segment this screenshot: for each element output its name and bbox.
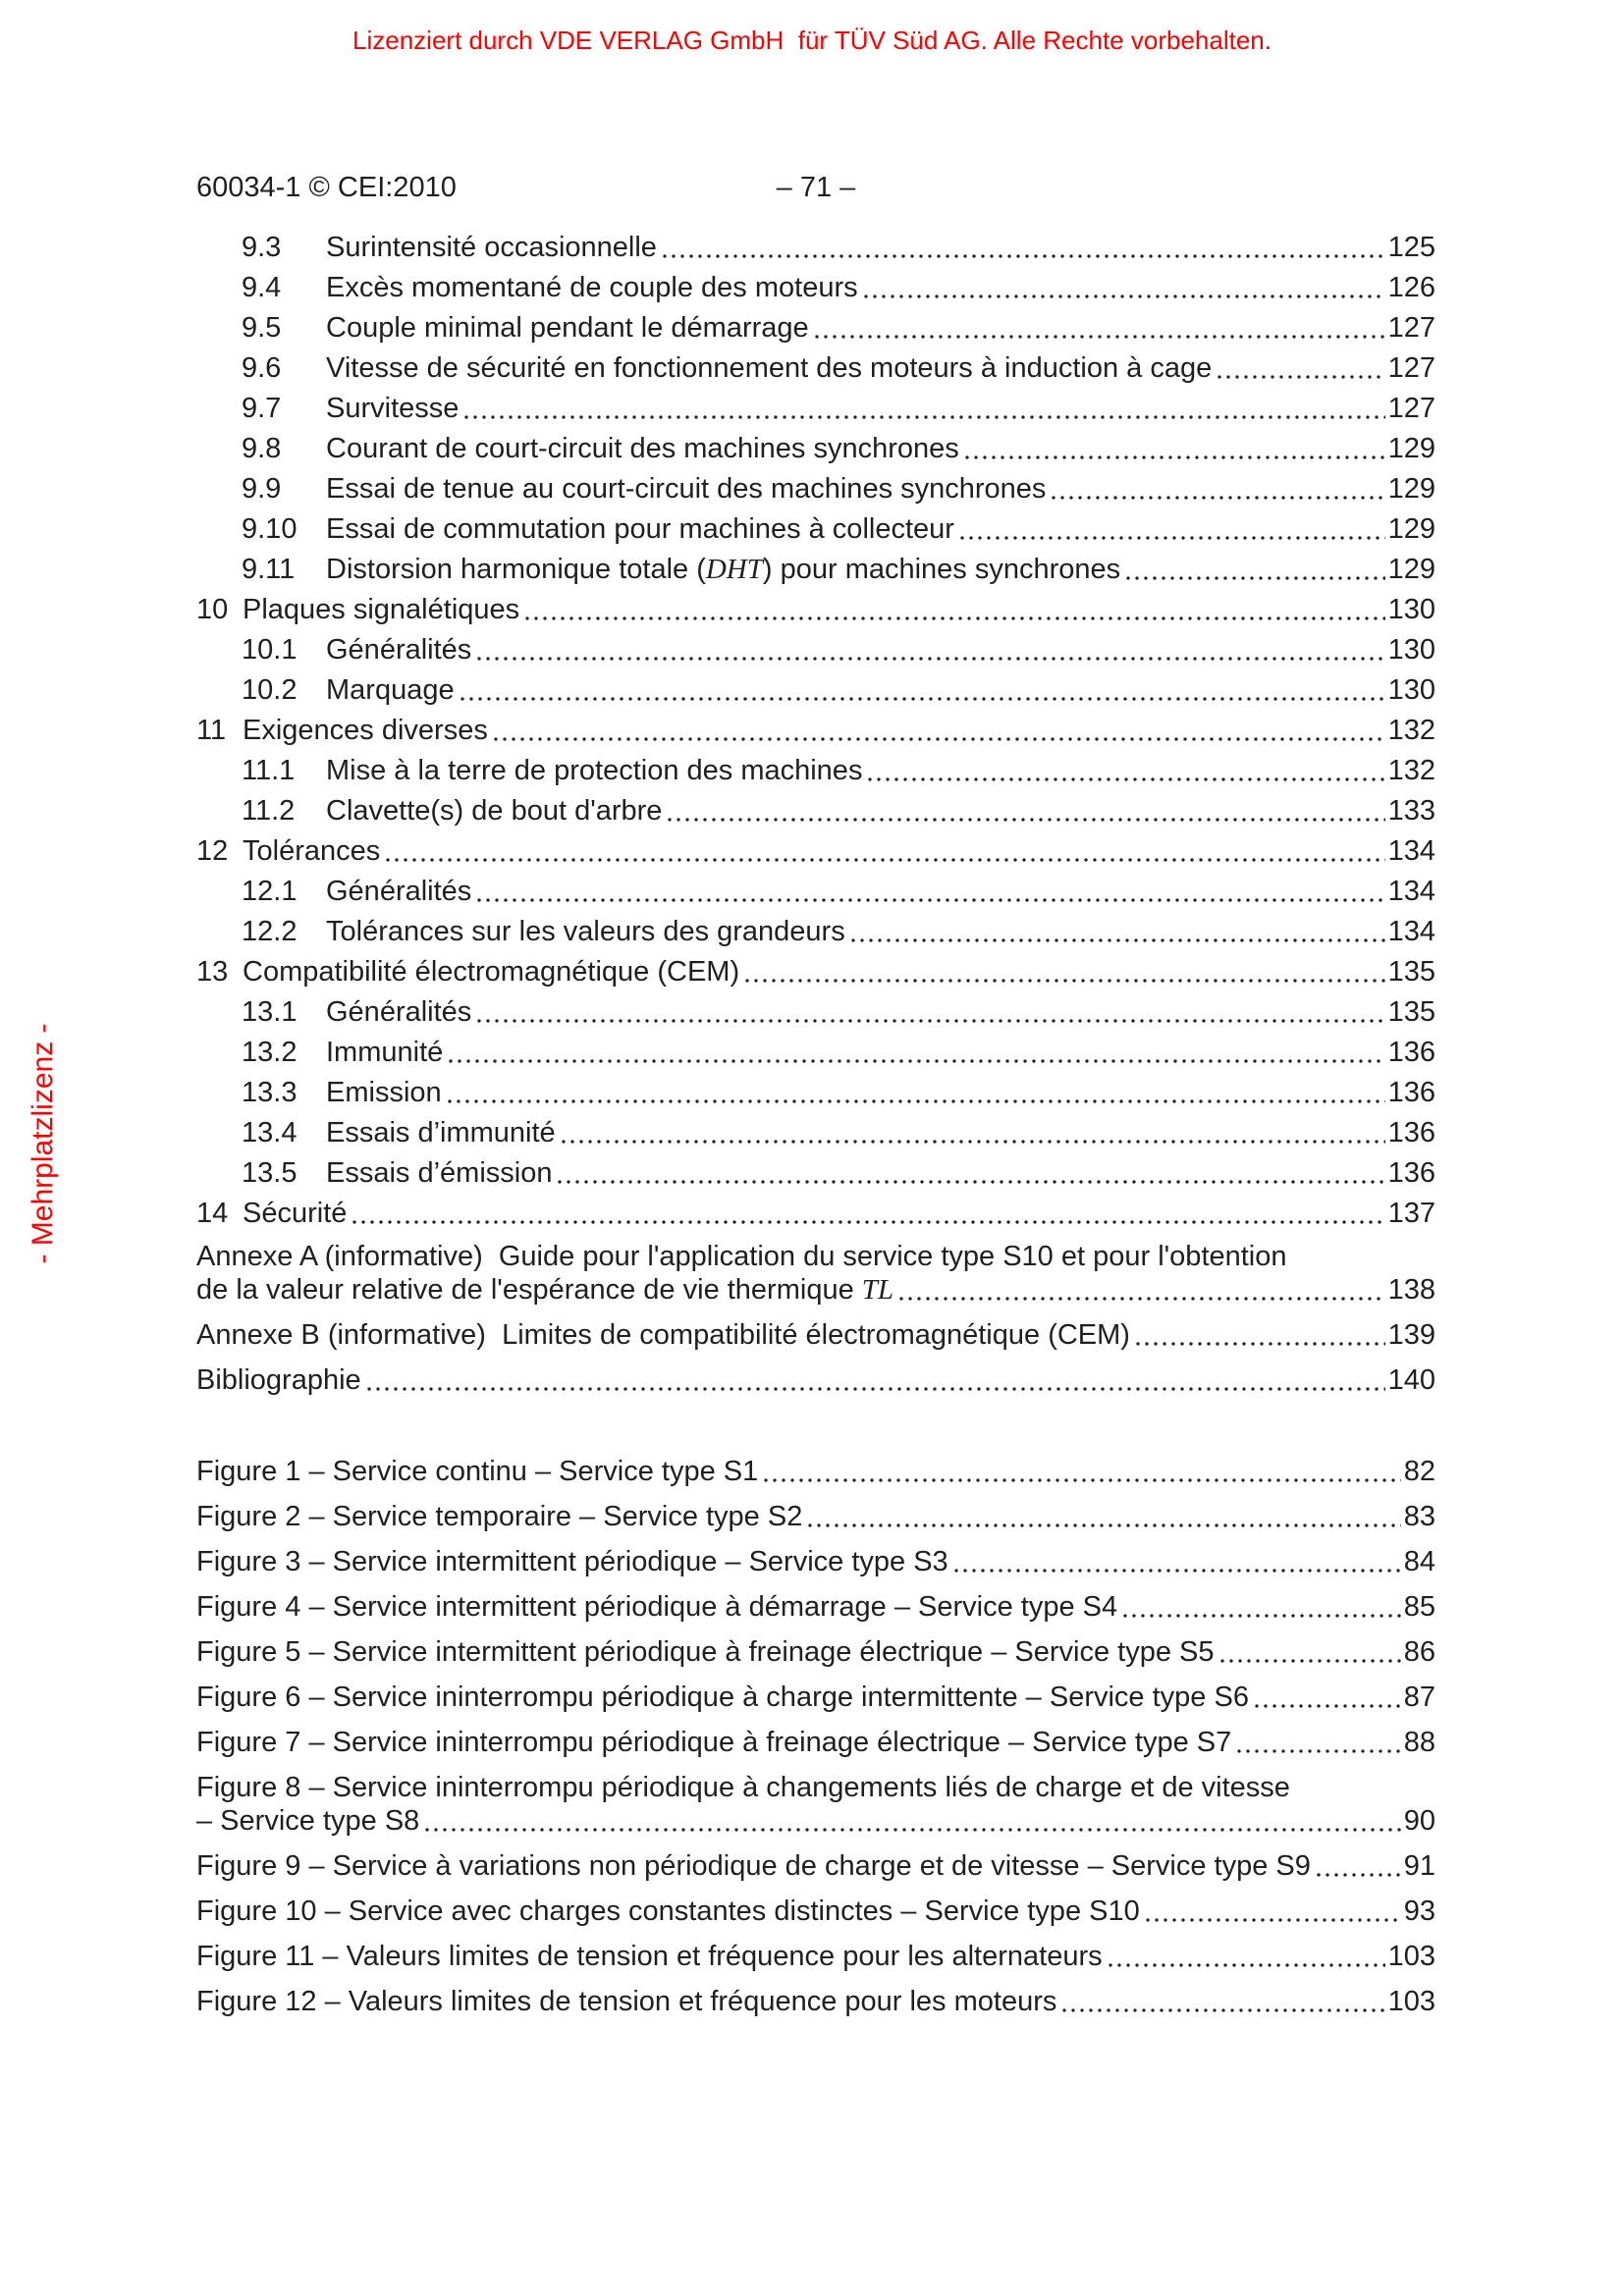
toc-entry-number: 11.1 (242, 755, 296, 786)
toc-entry-line (196, 995, 1435, 1029)
dot-leader (1317, 1849, 1401, 1883)
toc-entry-title: Vitesse de sécurité en fonctionnement des moteurs à induction à cage (326, 352, 1213, 384)
toc-entry-line (196, 834, 1435, 868)
dot-leader (954, 1545, 1401, 1578)
toc-entry-title: Annexe B (informative) Limites de compatibilité électromagnétique (CEM) (196, 1319, 1130, 1351)
toc-entry-page: 85 (1403, 1591, 1435, 1623)
toc-entry-line (196, 1804, 1435, 1838)
toc-entry-line (196, 472, 1435, 506)
toc-entry-wrap-line: Annexe A (informative) Guide pour l'application du service type S10 et pour l'obtention (196, 1241, 1287, 1272)
toc-entry (196, 1726, 1435, 1759)
dot-leader (1146, 1895, 1401, 1928)
toc-entry-number: 13.5 (242, 1157, 298, 1189)
toc-entry-line (196, 231, 1435, 264)
toc-entry-line (196, 553, 1435, 586)
toc-entry-title: Immunité (326, 1037, 444, 1068)
toc-entry-title: Figure 12 – Valeurs limites de tension et fréquence pour les moteurs (196, 1986, 1057, 2017)
toc-entry-title: Figure 11 – Valeurs limites de tension et fréquence pour les alternateurs (196, 1941, 1103, 1972)
toc-entry-page: 93 (1403, 1896, 1435, 1927)
toc-entry-page: 88 (1403, 1727, 1435, 1758)
toc-entry-title: Figure 10 – Service avec charges constantes distinctes – Service type S10 (196, 1896, 1140, 1927)
toc-entry-title: Figure 4 – Service intermittent périodique à démarrage – Service type S4 (196, 1591, 1118, 1623)
toc-entry (196, 633, 1435, 667)
toc-entry-page: 135 (1387, 996, 1435, 1028)
toc-entry (196, 1849, 1435, 1883)
toc-entry-title: Survitesse (326, 393, 460, 424)
toc-entry (196, 512, 1435, 546)
toc-entry-title: Marquage (326, 674, 455, 706)
dot-leader (1136, 1318, 1385, 1352)
toc-entry-title: Tolérances sur les valeurs des grandeurs (326, 916, 845, 947)
toc-entry-page: 129 (1387, 433, 1435, 464)
toc-entry-page: 137 (1387, 1198, 1435, 1229)
dot-leader (464, 392, 1384, 425)
toc-entry (196, 995, 1435, 1029)
toc-entry-page: 126 (1387, 272, 1435, 303)
toc-entry (196, 1635, 1435, 1669)
toc-entry-line (196, 714, 1435, 747)
table-of-contents (196, 231, 1435, 2018)
toc-entry-title-italic: DHT (705, 554, 763, 585)
toc-entry-number: 12.2 (242, 916, 298, 947)
toc-entry (196, 231, 1435, 264)
toc-entry-title: Essai de tenue au court-circuit des machines synchrones (326, 473, 1047, 505)
toc-entry-title: Figure 2 – Service temporaire – Service type S2 (196, 1501, 803, 1532)
toc-entry-line (196, 673, 1435, 707)
dot-leader (868, 754, 1384, 787)
toc-entry-title: Figure 3 – Service intermittent périodique – Service type S3 (196, 1546, 948, 1577)
toc-entry (196, 593, 1435, 626)
toc-entry-title: Figure 1 – Service continu – Service type S1 (196, 1456, 759, 1487)
toc-entry (196, 351, 1435, 385)
dot-leader (668, 794, 1384, 828)
toc-entry-line (196, 1273, 1435, 1307)
dot-leader (352, 1197, 1384, 1230)
toc-entry-line (196, 271, 1435, 304)
toc-entry-page: 103 (1387, 1986, 1435, 2017)
toc-entry-line (196, 1545, 1435, 1578)
license-watermark: - Mehrplatzlizenz - (27, 1023, 59, 1264)
toc-entry-number: 13 (196, 956, 229, 988)
toc-entry-page: 127 (1387, 352, 1435, 384)
dot-leader (558, 1156, 1384, 1190)
toc-entry (196, 1076, 1435, 1109)
toc-entry-line (196, 512, 1435, 546)
toc-entry (196, 875, 1435, 908)
toc-entry-number: 9.6 (242, 352, 282, 384)
dot-leader (815, 311, 1385, 345)
toc-entry-page: 129 (1387, 473, 1435, 505)
toc-entry-title: Plaques signalétiques (243, 594, 520, 625)
page-number: – 71 – (776, 172, 856, 203)
toc-annexes (196, 1240, 1435, 1397)
toc-entry (196, 1940, 1435, 1973)
dot-leader (477, 875, 1384, 908)
toc-entry-title: Exigences diverses (243, 715, 488, 746)
toc-entry-page: 84 (1403, 1546, 1435, 1577)
toc-entry-page: 138 (1387, 1274, 1435, 1306)
toc-entry-page: 90 (1403, 1805, 1435, 1837)
toc-entry-line (196, 1156, 1435, 1190)
toc-entry-page: 127 (1387, 393, 1435, 424)
toc-entry-number: 9.5 (242, 312, 282, 344)
toc-entry-title: Figure 6 – Service ininterrompu périodique à charge intermittente – Service type S6 (196, 1682, 1249, 1713)
dot-leader (1220, 1635, 1401, 1669)
toc-entry-title: Sécurité (243, 1198, 348, 1229)
dot-leader (764, 1455, 1400, 1488)
toc-entry (196, 915, 1435, 948)
dot-leader (1062, 1985, 1384, 2018)
toc-entry-title: Emission (326, 1077, 442, 1108)
toc-entry-line (196, 955, 1435, 988)
toc-entry-title: Couple minimal pendant le démarrage (326, 312, 809, 344)
toc-entry-title: Essai de commutation pour machines à collecteur (326, 513, 954, 545)
toc-entry-title (326, 553, 1120, 586)
toc-entry (196, 392, 1435, 425)
toc-entry-line (196, 311, 1435, 345)
toc-entry-line (196, 1318, 1435, 1352)
toc-entry-title: Surintensité occasionnelle (326, 232, 657, 263)
dot-leader (1218, 351, 1384, 385)
toc-entry-page: 82 (1403, 1456, 1435, 1487)
toc-entry (196, 1771, 1435, 1838)
toc-entry-line (196, 915, 1435, 948)
toc-entry-page: 139 (1387, 1319, 1435, 1351)
dot-leader (367, 1363, 1385, 1397)
toc-entry-page: 127 (1387, 312, 1435, 344)
toc-entry-line (196, 593, 1435, 626)
dot-leader (386, 834, 1384, 868)
dot-leader (460, 673, 1385, 707)
toc-entry-title: Mise à la terre de protection des machines (326, 755, 863, 786)
toc-entry (196, 834, 1435, 868)
toc-entry-wrap-line: Figure 8 – Service ininterrompu périodique à changements liés de charge et de vitesse (196, 1772, 1290, 1803)
toc-entry (196, 432, 1435, 465)
toc-entry-number: 13.2 (242, 1037, 298, 1068)
toc-entry-page: 86 (1403, 1636, 1435, 1668)
toc-entry-line (196, 432, 1435, 465)
toc-entry-page: 91 (1403, 1850, 1435, 1882)
toc-sections (196, 231, 1435, 1230)
toc-entry-page: 132 (1387, 715, 1435, 746)
toc-entry-line (196, 1940, 1435, 1973)
toc-entry-line (196, 1116, 1435, 1149)
toc-entry-title-pre: Distorsion harmonique totale ( (326, 554, 706, 585)
toc-entry-title-post: ) pour machines synchrones (762, 554, 1121, 585)
toc-entry-number: 11.2 (242, 795, 296, 827)
toc-entry-page: 136 (1387, 1077, 1435, 1108)
toc-entry (196, 1895, 1435, 1928)
toc-entry-page: 134 (1387, 876, 1435, 907)
toc-entry-title: Clavette(s) de bout d'arbre (326, 795, 663, 827)
dot-leader (425, 1804, 1400, 1838)
toc-entry-title: Courant de court-circuit des machines synchrones (326, 433, 959, 464)
dot-leader (965, 432, 1385, 465)
toc-entry-title: Compatibilité électromagnétique (CEM) (243, 956, 740, 988)
toc-entry-number: 9.4 (242, 272, 282, 303)
toc-entry-number: 11 (196, 715, 227, 746)
toc-entry (196, 472, 1435, 506)
toc-entry (196, 1036, 1435, 1069)
dot-leader (1052, 472, 1384, 506)
dot-leader (448, 1076, 1385, 1109)
toc-entry (196, 1590, 1435, 1624)
toc-entry (196, 714, 1435, 747)
toc-entry-title: Généralités (326, 876, 472, 907)
toc-entry (196, 311, 1435, 345)
toc-entry-number: 9.3 (242, 232, 282, 263)
toc-entry-page: 133 (1387, 795, 1435, 827)
toc-entry-title: – Service type S8 (196, 1805, 420, 1837)
dot-leader (1126, 553, 1384, 586)
dot-leader (864, 271, 1385, 304)
toc-entry-number: 12 (196, 835, 229, 867)
toc-entry-page: 125 (1387, 232, 1435, 263)
toc-entry-number: 9.7 (242, 393, 282, 424)
toc-entry (196, 1156, 1435, 1190)
toc-entry-title: Figure 9 – Service à variations non périodique de charge et de vitesse – Service type S9 (196, 1850, 1311, 1882)
toc-entry-line (196, 1500, 1435, 1533)
toc-entry (196, 553, 1435, 586)
toc-entry-number: 13.1 (242, 996, 298, 1028)
license-banner: Lizenziert durch VDE VERLAG GmbH für TÜV Süd AG. Alle Rechte vorbehalten. (352, 26, 1272, 55)
toc-entry-page: 132 (1387, 755, 1435, 786)
toc-entry-title: Généralités (326, 996, 472, 1028)
toc-entry-number: 9.11 (242, 554, 296, 585)
toc-entry-page: 103 (1387, 1941, 1435, 1972)
dot-leader (663, 231, 1385, 264)
toc-entry (196, 794, 1435, 828)
dot-leader (960, 512, 1385, 546)
toc-entry-number: 10.2 (242, 674, 298, 706)
toc-entry-number: 9.9 (242, 473, 282, 505)
toc-entry (196, 1500, 1435, 1533)
dot-leader (1237, 1726, 1400, 1759)
toc-entry-number: 13.3 (242, 1077, 298, 1108)
toc-entry-title: Généralités (326, 634, 472, 666)
toc-entry-number: 9.10 (242, 513, 298, 545)
toc-entry-line (196, 1635, 1435, 1669)
toc-entry-page: 83 (1403, 1501, 1435, 1532)
toc-entry-line (196, 351, 1435, 385)
toc-entry-line (196, 794, 1435, 828)
toc-entry-line (196, 1681, 1435, 1714)
toc-entry-title: Bibliographie (196, 1364, 361, 1396)
doc-reference: 60034-1 © CEI:2010 (196, 172, 457, 203)
toc-entry-line (196, 1197, 1435, 1230)
dot-leader (1255, 1681, 1401, 1714)
toc-entry-title: Essais d’immunité (326, 1117, 556, 1148)
toc-entry-title (196, 1273, 893, 1307)
toc-entry-page: 134 (1387, 916, 1435, 947)
toc-entry-line (196, 1363, 1435, 1397)
toc-entry (196, 673, 1435, 707)
toc-entry-page: 135 (1387, 956, 1435, 988)
toc-entry-title: Excès momentané de couple des moteurs (326, 272, 858, 303)
dot-leader (525, 593, 1384, 626)
toc-entry-title: Figure 5 – Service intermittent périodique à freinage électrique – Service type S5 (196, 1636, 1215, 1668)
toc-entry (196, 1116, 1435, 1149)
toc-entry-page: 140 (1387, 1364, 1435, 1396)
dot-leader (477, 995, 1384, 1029)
toc-entry-title: Figure 7 – Service ininterrompu périodique à freinage électrique – Service type S7 (196, 1727, 1232, 1758)
toc-entry-line (196, 1726, 1435, 1759)
toc-entry-page: 134 (1387, 835, 1435, 867)
toc-entry-line (196, 1849, 1435, 1883)
toc-entry-line (196, 875, 1435, 908)
toc-entry-page: 130 (1387, 594, 1435, 625)
toc-entry-line (196, 1036, 1435, 1069)
toc-entry (196, 1363, 1435, 1397)
toc-entry-line (196, 1985, 1435, 2018)
toc-entry-page: 129 (1387, 513, 1435, 545)
toc-entry-page: 87 (1403, 1682, 1435, 1713)
toc-entry-page: 136 (1387, 1117, 1435, 1148)
dot-leader (745, 955, 1385, 988)
dot-leader (477, 633, 1384, 667)
toc-entry-title-italic: TL (861, 1274, 894, 1306)
dot-leader (1109, 1940, 1385, 1973)
toc-entry (196, 1681, 1435, 1714)
toc-entry (196, 754, 1435, 787)
toc-entry (196, 1318, 1435, 1352)
dot-leader (562, 1116, 1385, 1149)
toc-entry-number: 10 (196, 594, 229, 625)
toc-entry-page: 136 (1387, 1157, 1435, 1189)
toc-entry-title-pre: de la valeur relative de l'espérance de vie thermique (196, 1274, 862, 1306)
toc-entry-page: 129 (1387, 554, 1435, 585)
toc-entry-number: 9.8 (242, 433, 282, 464)
toc-entry-page: 136 (1387, 1037, 1435, 1068)
dot-leader (851, 915, 1385, 948)
toc-entry-number: 13.4 (242, 1117, 298, 1148)
toc-figures (196, 1455, 1435, 2018)
toc-entry-line (196, 754, 1435, 787)
toc-entry (196, 271, 1435, 304)
toc-entry-number: 14 (196, 1198, 229, 1229)
toc-entry-line (196, 1455, 1435, 1488)
toc-entry-number: 10.1 (242, 634, 298, 666)
toc-entry (196, 1455, 1435, 1488)
dot-leader (449, 1036, 1384, 1069)
toc-entry-title: Tolérances (243, 835, 381, 867)
toc-entry (196, 1545, 1435, 1578)
toc-entry (196, 1240, 1435, 1307)
dot-leader (1123, 1590, 1401, 1624)
toc-entry-line (196, 1895, 1435, 1928)
toc-entry (196, 1985, 1435, 2018)
toc-entry (196, 955, 1435, 988)
toc-entry-line (196, 633, 1435, 667)
toc-entry-title: Essais d’émission (326, 1157, 553, 1189)
toc-entry-number: 12.1 (242, 876, 298, 907)
toc-entry (196, 1197, 1435, 1230)
dot-leader (899, 1273, 1385, 1307)
toc-entry-line (196, 392, 1435, 425)
toc-entry-page: 130 (1387, 634, 1435, 666)
toc-entry-line (196, 1590, 1435, 1624)
toc-entry-page: 130 (1387, 674, 1435, 706)
dot-leader (808, 1500, 1400, 1533)
toc-entry-line (196, 1076, 1435, 1109)
dot-leader (494, 714, 1385, 747)
